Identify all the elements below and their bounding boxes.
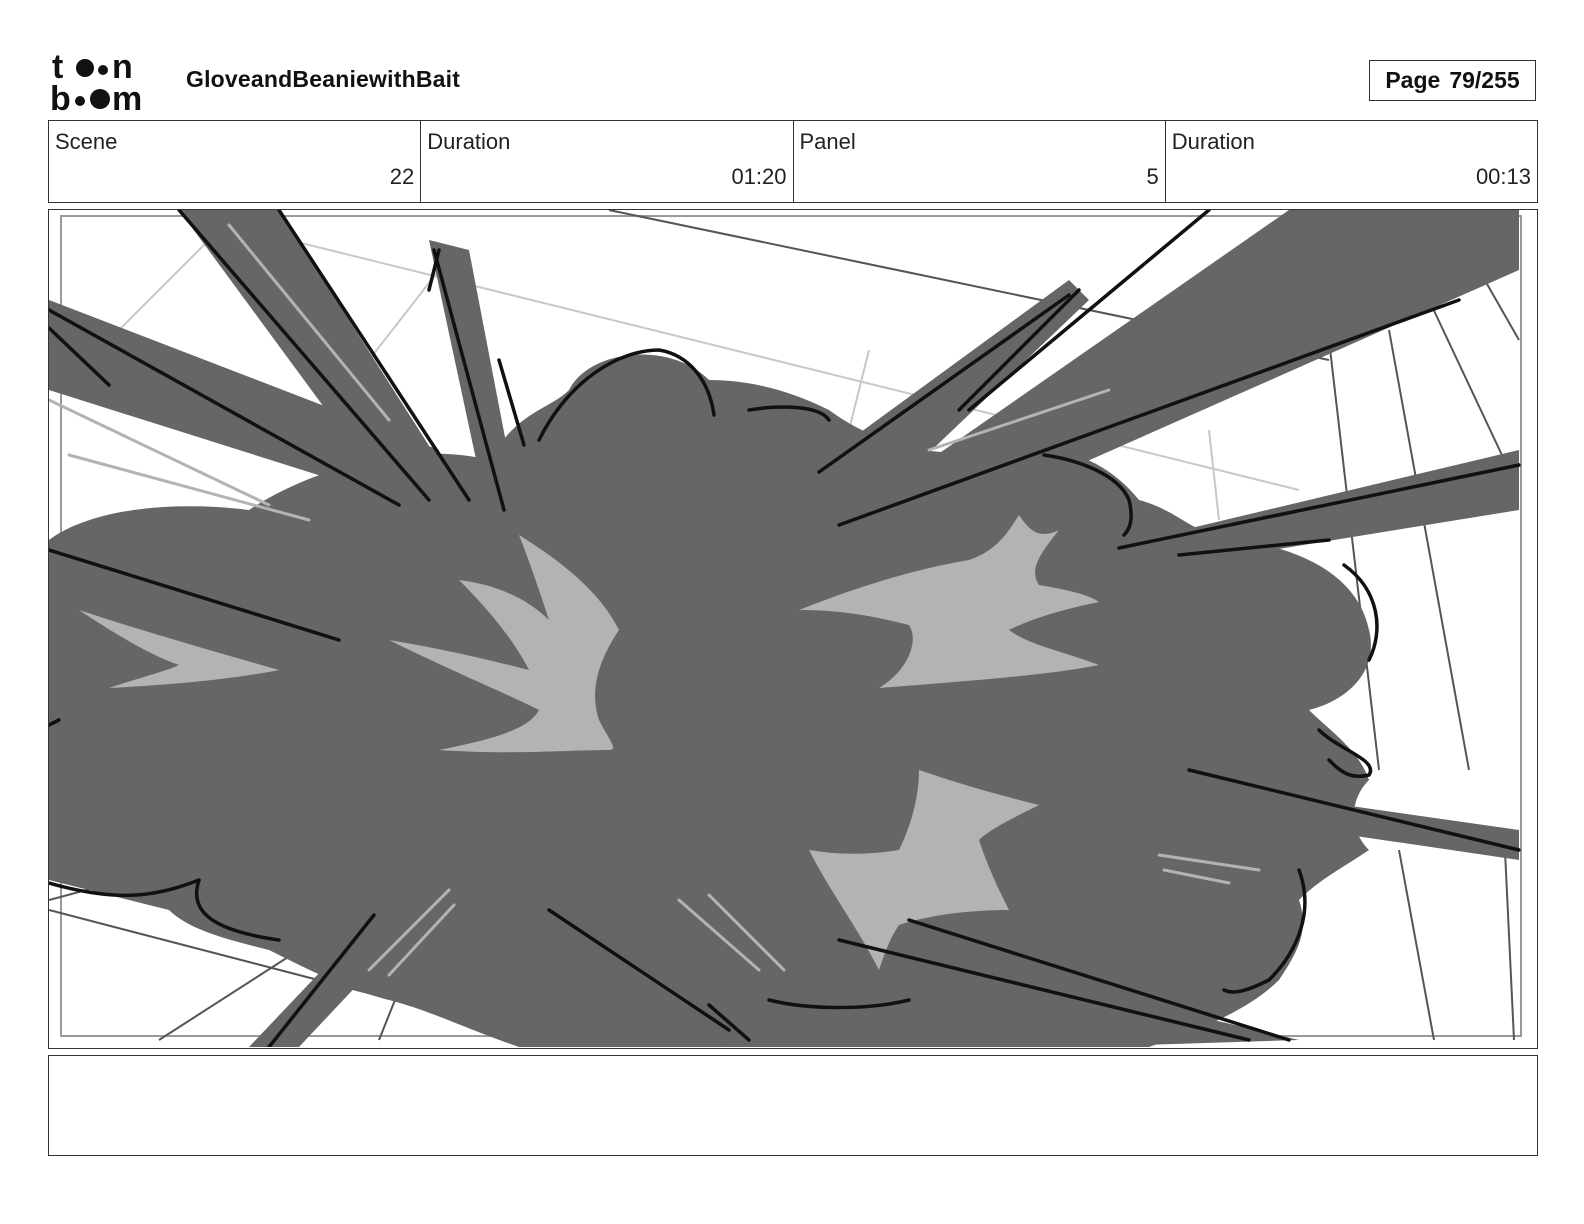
scene-value: 22 xyxy=(389,164,415,189)
storyboard-panel xyxy=(48,209,1538,1049)
scene-info-table xyxy=(48,120,1538,203)
panel-label: Panel xyxy=(799,129,856,154)
scene-label: Scene xyxy=(55,129,118,154)
page-label: Page xyxy=(1385,67,1441,93)
scene-duration-label: Duration xyxy=(427,129,511,154)
scene-duration-cell xyxy=(421,121,793,202)
svg-text:n: n xyxy=(112,50,133,86)
project-title: GloveandBeaniewithBait xyxy=(186,66,461,92)
scene-duration-value: 01:20 xyxy=(731,164,787,189)
svg-text:m: m xyxy=(112,80,143,114)
scene-cell xyxy=(49,121,421,202)
svg-text:b: b xyxy=(50,80,71,114)
svg-text:t: t xyxy=(52,50,64,86)
explosion-artwork xyxy=(49,210,1536,1047)
page-indicator xyxy=(1369,60,1536,101)
panel-cell xyxy=(794,121,1166,202)
page-number: 79/255 xyxy=(1449,67,1520,93)
panel-notes[interactable] xyxy=(48,1055,1538,1156)
panel-duration-label: Duration xyxy=(1171,129,1255,154)
panel-value: 5 xyxy=(1146,164,1159,189)
panel-duration-value: 00:13 xyxy=(1475,164,1531,189)
panel-duration-cell xyxy=(1166,121,1537,202)
toonboom-logo xyxy=(50,50,166,114)
